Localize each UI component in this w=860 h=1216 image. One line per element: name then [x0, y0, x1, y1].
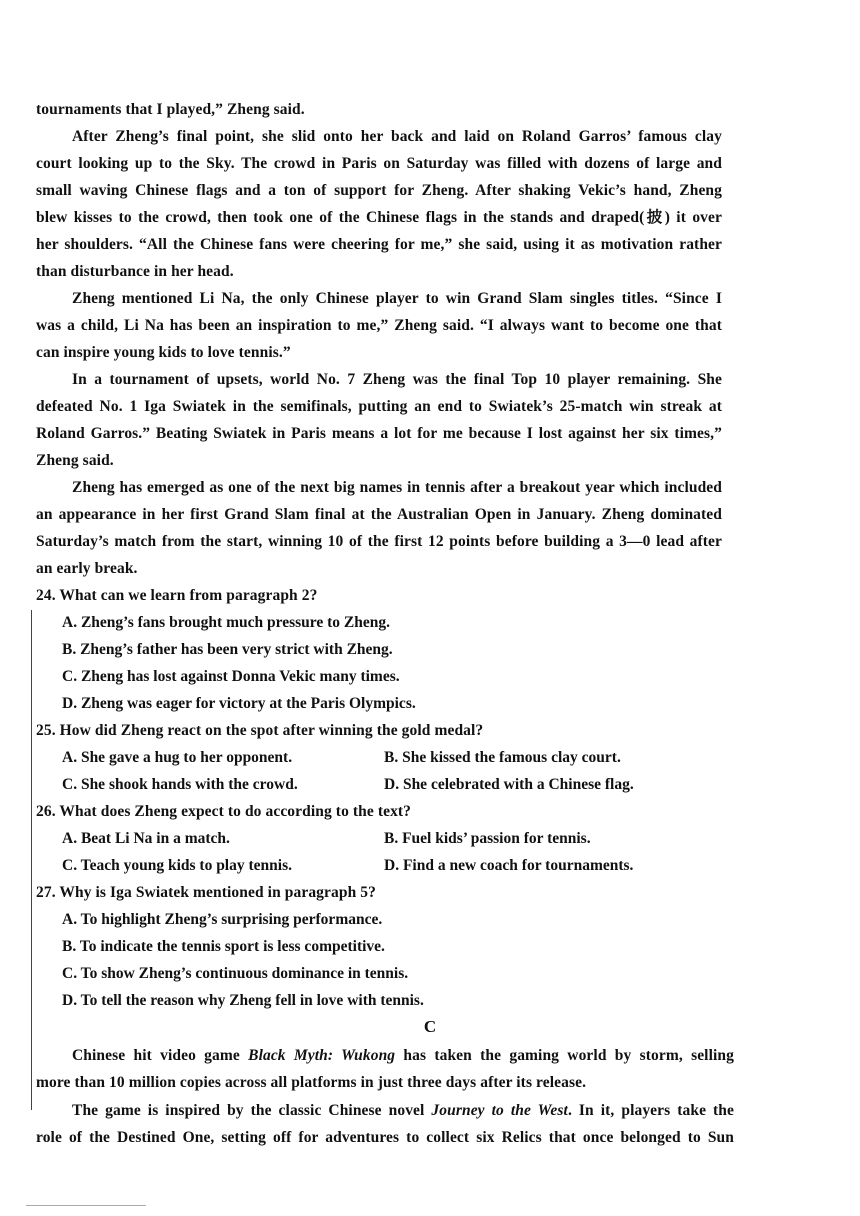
question-25: 25. How did Zheng react on the spot after winning the gold medal?: [36, 722, 484, 739]
passage-line: The game is inspired by the classic Chinese novel Journey to the West. In it, players take the: [72, 1102, 734, 1119]
option-25-c[interactable]: C. She shook hands with the crowd.: [62, 776, 298, 793]
italic-title: Journey to the West: [431, 1102, 568, 1119]
question-24: 24. What can we learn from paragraph 2?: [36, 587, 318, 604]
passage-line: court looking up to the Sky. The crowd in Paris on Saturday was filled with dozens of large and: [36, 155, 722, 172]
option-25-d[interactable]: D. She celebrated with a Chinese flag.: [384, 776, 634, 793]
option-26-b[interactable]: B. Fuel kids’ passion for tennis.: [384, 830, 591, 847]
passage-line: her shoulders. “All the Chinese fans were cheering for me,” she said, using it as motivation rather: [36, 236, 722, 253]
passage-line: can inspire young kids to love tennis.”: [36, 344, 291, 361]
option-27-c[interactable]: C. To show Zheng’s continuous dominance in tennis.: [62, 965, 409, 982]
passage-line: blew kisses to the crowd, then took one of the Chinese flags in the stands and draped(披) it over: [36, 209, 722, 226]
passage-line: than disturbance in her head.: [36, 263, 234, 280]
option-24-a[interactable]: A. Zheng’s fans brought much pressure to Zheng.: [62, 614, 390, 631]
italic-title: Black Myth: Wukong: [248, 1047, 396, 1064]
passage-line: an appearance in her first Grand Slam final at the Australian Open in January. Zheng dominated: [36, 506, 722, 523]
passage-line: Chinese hit video game Black Myth: Wukong has taken the gaming world by storm, selling: [72, 1047, 734, 1064]
option-26-c[interactable]: C. Teach young kids to play tennis.: [62, 857, 292, 874]
passage-line: Saturday’s match from the start, winning 10 of the first 12 points before building a 3—0 lead after: [36, 533, 722, 550]
passage-line: Zheng has emerged as one of the next big names in tennis after a breakout year which included: [72, 479, 722, 496]
question-26: 26. What does Zheng expect to do according to the text?: [36, 803, 412, 820]
question-27: 27. Why is Iga Swiatek mentioned in paragraph 5?: [36, 884, 376, 901]
option-26-a[interactable]: A. Beat Li Na in a match.: [62, 830, 230, 847]
passage-line: an early break.: [36, 560, 138, 577]
passage-line: Zheng mentioned Li Na, the only Chinese player to win Grand Slam singles titles. “Since I: [72, 290, 722, 307]
option-25-b[interactable]: B. She kissed the famous clay court.: [384, 749, 621, 766]
option-26-d[interactable]: D. Find a new coach for tournaments.: [384, 857, 634, 874]
passage-line: was a child, Li Na has been an inspiration to me,” Zheng said. “I always want to become one that: [36, 317, 722, 334]
option-25-a[interactable]: A. She gave a hug to her opponent.: [62, 749, 293, 766]
option-27-d[interactable]: D. To tell the reason why Zheng fell in love with tennis.: [62, 992, 424, 1009]
passage-line: role of the Destined One, setting off for adventures to collect six Relics that once belonged to Sun: [36, 1129, 734, 1146]
passage-line: After Zheng’s final point, she slid onto her back and laid on Roland Garros’ famous clay: [72, 128, 722, 145]
option-24-d[interactable]: D. Zheng was eager for victory at the Paris Olympics.: [62, 695, 416, 712]
bottom-rule: [26, 1205, 146, 1206]
section-heading: C: [423, 1017, 437, 1036]
option-27-b[interactable]: B. To indicate the tennis sport is less competitive.: [62, 938, 385, 955]
option-24-c[interactable]: C. Zheng has lost against Donna Vekic many times.: [62, 668, 400, 685]
passage-line: more than 10 million copies across all platforms in just three days after its release.: [36, 1074, 587, 1091]
passage-line: In a tournament of upsets, world No. 7 Zheng was the final Top 10 player remaining. She: [72, 371, 722, 388]
option-27-a[interactable]: A. To highlight Zheng’s surprising performance.: [62, 911, 383, 928]
passage-line: defeated No. 1 Iga Swiatek in the semifinals, putting an end to Swiatek’s 25-match win streak at: [36, 398, 722, 415]
passage-line: small waving Chinese flags and a ton of support for Zheng. After shaking Vekic’s hand, Zheng: [36, 182, 722, 199]
passage-line: Roland Garros.” Beating Swiatek in Paris means a lot for me because I lost against her six times,”: [36, 425, 722, 442]
option-24-b[interactable]: B. Zheng’s father has been very strict with Zheng.: [62, 641, 393, 658]
passage-line: Zheng said.: [36, 452, 114, 469]
passage-line: tournaments that I played,” Zheng said.: [36, 101, 305, 118]
